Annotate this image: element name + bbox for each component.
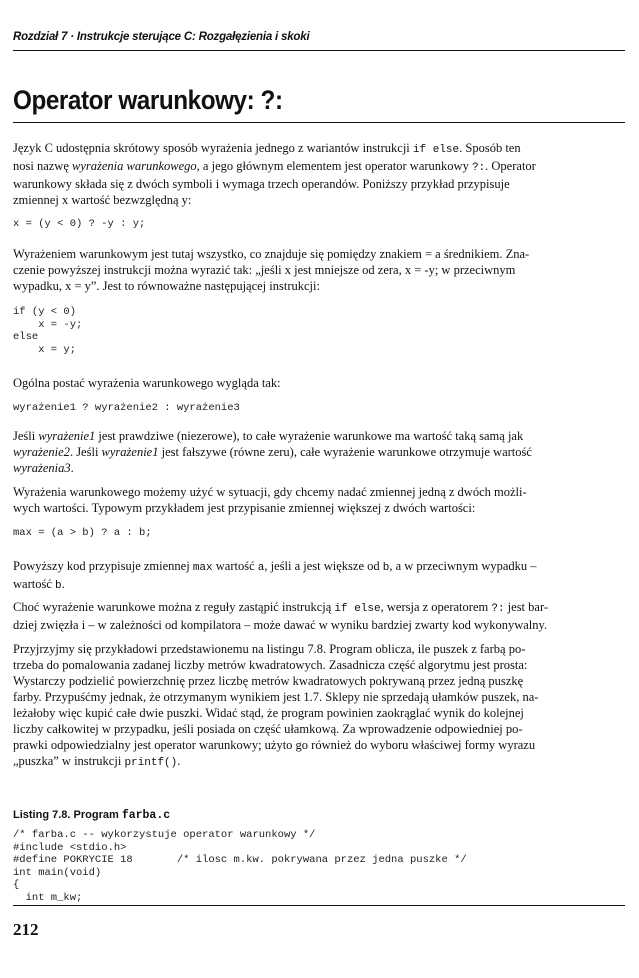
section-title: Operator warunkowy: ?: [13,85,283,115]
paragraph-intro: Język C udostępnia skrótowy sposób wyrażenia jednego z wariantów instrukcji if else. Sposób ten nosi nazwę wyrażenia warunkowego, a jego głównym elementem jest operator warunkowy ?:. Operator warunkowy składa się z dwóch symboli i wymaga trzech operandów. Poniższy przykład przypisuje zmiennej x wartość bezwzględną y: [13,141,536,207]
footer-rule [13,905,625,906]
paragraph-semantics: Jeśli wyrażenie1 jest prawdziwe (niezerowe), to całe wyrażenie warunkowe ma wartość taką samą jak wyrażenie2. Jeśli wyrażenie1 jest fałszywe (równe zeru), całe wyrażenie warunkowe otrzymuje wartość wyrażenia3. [13,429,532,475]
header-rule [13,50,625,51]
paragraph-max-explanation: Powyższy kod przypisuje zmiennej max wartość a, jeśli a jest większe od b, a w przeciwnym wypadku – wartość b. [13,559,537,592]
paragraph-usage: Wyrażenia warunkowego możemy użyć w sytuacji, gdy chcemy nadać zmiennej jedną z dwóch możli- wych wartości. Typowym przykładem jest przypisanie zmiennej większej z dwóch wartości: [13,485,527,515]
code-max-example: max = (a > b) ? a : b; [13,527,152,539]
paragraph-comparison: Choć wyrażenie warunkowe można z reguły zastąpić instrukcją if else, wersja z operatorem ?: jest bar- dziej zwięzła i – w zależności od kompilatora – może dawać w wyniku bardziej zwarty kod wykonywalny. [13,600,549,632]
code-listing-farba: /* farba.c -- wykorzystuje operator warunkowy */ #include <stdio.h> #define POKRYCIE 18 /* ilosc m.kw. pokrywana przez jedna puszke */ int main(void) { int m_kw; [13,829,467,904]
title-rule [13,122,625,123]
code-general-form: wyrażenie1 ? wyrażenie2 : wyrażenie3 [13,402,240,414]
listing-caption: Listing 7.8. Program farba.c [13,809,171,822]
paragraph-explanation: Wyrażeniem warunkowym jest tutaj wszystko, co znajduje się pomiędzy znakiem = a średnikiem. Zna- czenie powyższej instrukcji można wyrazić tak: „jeśli x jest mniejsze od zera, x = -y; w przeciwnym wypadku, x = y”. Jest to równoważne następującej instrukcji: [13,247,530,293]
running-header: Rozdział 7 · Instrukcje sterujące C: Rozgałęzienia i skoki [13,31,310,43]
code-if-else-equivalent: if (y < 0) x = -y; else x = y; [13,306,83,356]
code-abs-example: x = (y < 0) ? -y : y; [13,218,146,230]
paragraph-paint-example: Przyjrzyjmy się przykładowi przedstawionemu na listingu 7.8. Program oblicza, ile puszek z farbą po- trzeba do pomalowania zadanej liczby metrów kwadratowych. Zasadnicza część algorytmu jest prosta: Wystarczy podzielić powierzchnię przez liczbę metrów kwadratowych pokrywaną przez jedną puszkę farby. Przypuśćmy jednak, że otrzymanym wynikiem jest 1.7. Sklepy nie sprzedają ułamków puszek, na- leżałoby więc kupić całe dwie puszki. Widać stąd, że program powinien zaokrąglać wynik do kolejnej liczby całkowitej w przypadku, jeśli posiada on część ułamkową. Za wprowadzenie odpowiedniej po- prawki odpowiedzialny jest operator warunkowy; użyto go również do wyboru właściwej formy wyrazu „puszka” w instrukcji printf(). [13,642,539,769]
page-number: 212 [13,920,39,939]
paragraph-general-form: Ogólna postać wyrażenia warunkowego wygląda tak: [13,376,281,390]
